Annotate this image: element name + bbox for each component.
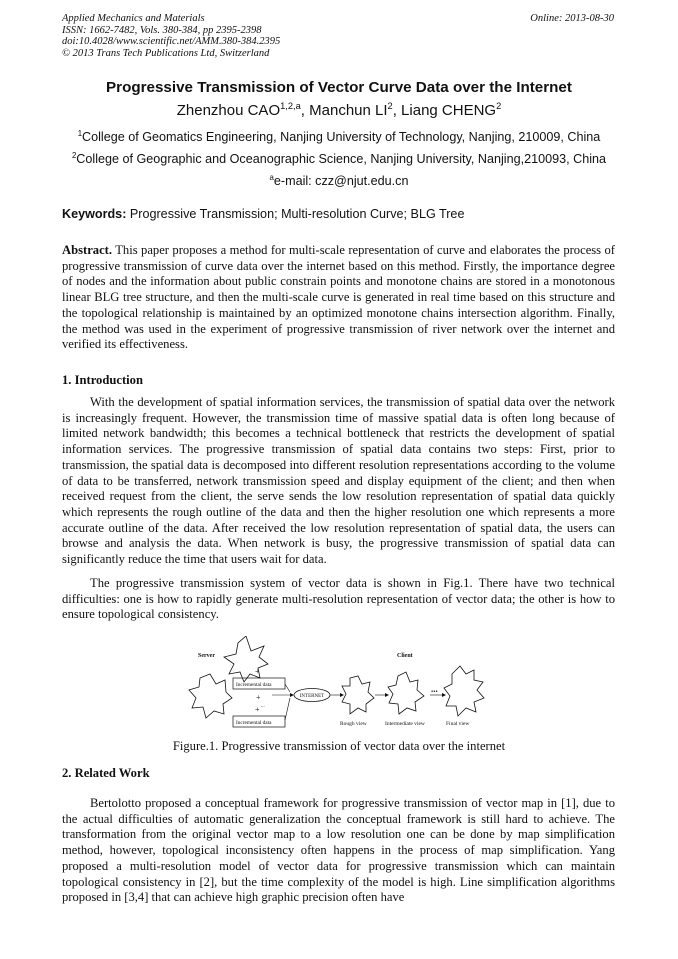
- figure-progressive-transmission: [180, 636, 505, 731]
- final-view-shape-icon: [444, 666, 484, 716]
- affiliation-sup: 1: [77, 128, 83, 138]
- author-list: Zhenzhou CAO$^{1,2,a}$, Manchun $LI^2$, Liang CHENG$^2$: [176, 101, 502, 119]
- doi-line: doi:10.4028/www.scientific.net/AMM.380-384.2395: [62, 36, 281, 48]
- server-data-shape-icon: [189, 674, 232, 718]
- copyright-line: © 2013 Trans Tech Publications Ltd, Switzerland: [62, 47, 270, 59]
- affiliation: [0, 152, 678, 166]
- author-name: Zhenzhou CAO: [176, 102, 281, 119]
- running-header: [62, 13, 614, 59]
- section-heading: 2. Related Work: [62, 766, 150, 780]
- body-paragraph: Bertolotto proposed a conceptual framework for progressive transmission of vector map in [1], due to the actual difficulties of automatic generalization the conceptual framework is still hard to achieve. The transformation from the original vector map to a low resolution one can be done by map simplification method, however, topological inconsistency often happens in the process of map simplification. Yang proposed a multi-resolution model of vector data for progressive transmission which can maintain topological consistency in [2], but the time complexity of the model is high. Line simplification algorithms proposed in [3,4] that can achieve high graphic precision often have: [62, 796, 615, 905]
- keywords: [62, 207, 464, 221]
- author-name: Liang CHENG: [401, 102, 497, 119]
- email: [0, 174, 678, 188]
- email-text: e-mail: czz@njut.edu.cn: [273, 174, 409, 188]
- affiliation-text: College of Geomatics Engineering, Nanjing University of Technology, Nanjing, 210009, China: [82, 130, 601, 144]
- incremental-data-label: Incremental data: [236, 682, 272, 688]
- ellipsis: ...: [261, 704, 265, 709]
- abstract: [62, 243, 615, 353]
- issn-line: ISSN: 1662-7482, Vols. 380-384, pp 2395-2398: [62, 24, 262, 36]
- view-label: Intermediate view: [385, 721, 425, 727]
- server-label: Server: [198, 653, 215, 659]
- online-date: Online: 2013-08-30: [530, 13, 614, 24]
- author-sup: 2: [496, 101, 502, 111]
- author-name: Manchun LI: [309, 102, 388, 119]
- abstract-label: Abstract.: [62, 243, 113, 257]
- client-label: Client: [397, 653, 413, 659]
- internet-label: INTERNET: [299, 694, 325, 699]
- star-shape-icon: [224, 636, 268, 682]
- affiliation-sup: 2: [71, 150, 77, 160]
- email-sup: a: [269, 172, 274, 182]
- rough-view-shape-icon: [342, 676, 374, 714]
- body-paragraph: With the development of spatial information services, the transmission of spatial data over the network is increasingly frequent. However, the transmission time of massive spatial data is often long because of limited network bandwidth; this becomes a technical bottleneck that restricts the development of spatial information services. The progressive transmission of spatial data contains two steps: First, prior to transmission, the spatial data is decomposed into different resolution representations according to the volume of data to be transferred, network transmission speed and display equipment of the client; and then when received request from the client, the serve sends the low resolution representation of spatial data quickly which represents the rough outline of the data and then the higher resolution one which represents a more accurate outline of the data. After received the low resolution representation of spatial data, the users can browse and analysis the data. When network is busy, the progressive transmission of spatial data can significantly reduce the time that users wait for data.: [62, 395, 615, 567]
- view-label: Rough view: [340, 721, 367, 727]
- section-heading: 1. Introduction: [62, 373, 143, 387]
- journal-name: Applied Mechanics and Materials: [62, 13, 205, 24]
- affiliation: [0, 130, 678, 144]
- body-paragraph: The progressive transmission system of vector data is shown in Fig.1. There have two technical difficulties: one is how to rapidly generate multi-resolution representation of vector data; the other is how to ensure topological consistency.: [62, 576, 615, 622]
- plus-sign: +: [255, 667, 260, 676]
- ellipsis: ...: [431, 684, 438, 694]
- keywords-label: Keywords:: [62, 207, 127, 221]
- author-sup: 2: [387, 101, 393, 111]
- keywords-text: Progressive Transmission; Multi-resolution Curve; BLG Tree: [129, 207, 465, 221]
- abstract-text: This paper proposes a method for multi-scale representation of curve and elaborates the process of progressive transmission of curve data over the internet based on this method. Firstly, the importance degree of nodes and the information about public constrain points and monotone chains are stored in a monotonous linear BLG tree structure, and then the multi-scale curve is generated in real time based on this structure and the topological relationship is maintained by an optimized monotone chains intersection algorithm. Finally, the method was used in the experiment of progressive transmission of river network over the internet and verified its effectiveness.: [62, 243, 615, 352]
- figure-caption: Figure.1. Progressive transmission of vector data over the internet: [172, 739, 506, 753]
- incremental-data-label: Incremental data: [236, 720, 272, 726]
- author-sup: 1,2,a: [280, 101, 301, 111]
- plus-sign: +: [255, 705, 260, 714]
- affiliation-text: College of Geographic and Oceanographic Science, Nanjing University, Nanjing,210093, China: [76, 152, 607, 166]
- paper-title: Progressive Transmission of Vector Curve Data over the Internet: [106, 79, 572, 96]
- intermediate-view-shape-icon: [388, 672, 424, 714]
- plus-sign: +: [256, 693, 261, 702]
- view-label: Final view: [446, 721, 470, 727]
